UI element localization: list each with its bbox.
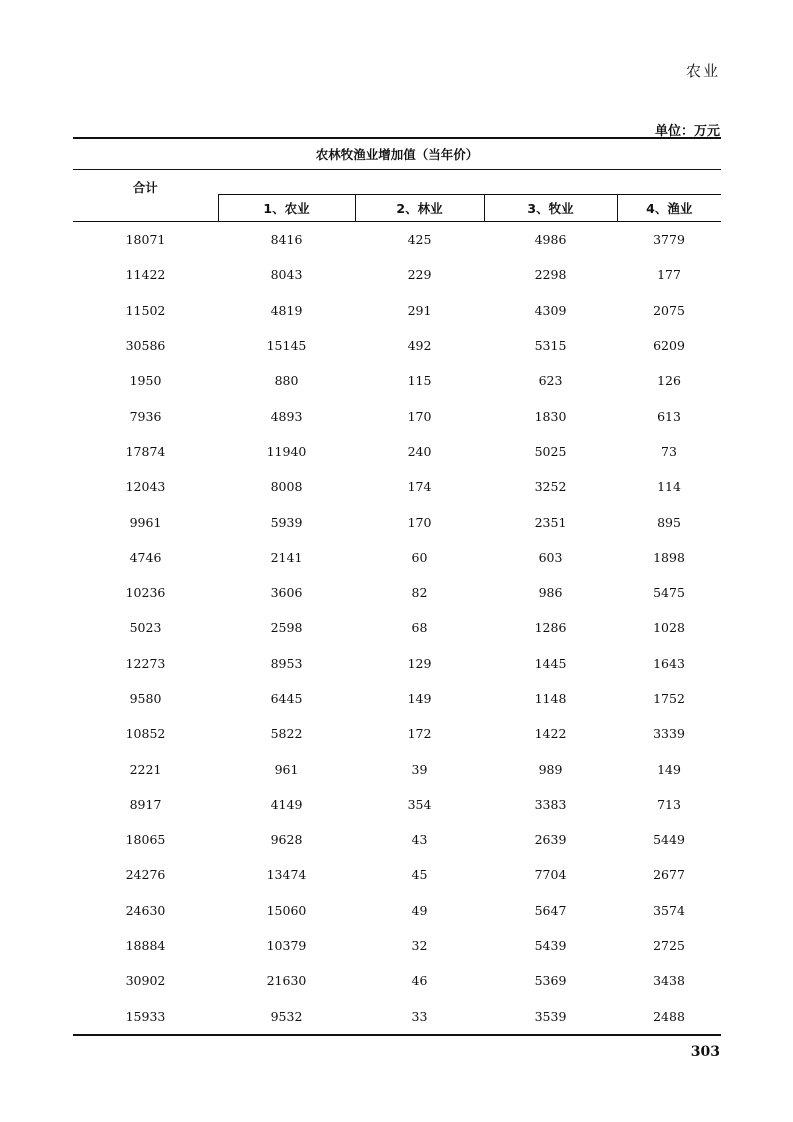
table-cell: 3539 <box>484 999 617 1035</box>
table-cell: 6209 <box>653 338 685 354</box>
table-row <box>73 857 721 892</box>
table-cell: 73 <box>661 443 677 459</box>
page-number: 303 <box>690 1044 720 1060</box>
table-cell: 30586 <box>125 338 166 354</box>
table-cell: 60 <box>411 549 428 565</box>
table-cell: 8043 <box>270 267 303 283</box>
table-cell: 21630 <box>266 973 307 989</box>
table-row <box>73 751 721 786</box>
table-cell: 5439 <box>534 938 567 954</box>
column-header-total: 合计 <box>73 170 218 222</box>
table-cell: 5939 <box>270 514 303 530</box>
table-cell: 623 <box>538 373 563 389</box>
table-cell: 4986 <box>534 232 567 248</box>
table-cell: 2677 <box>653 867 685 883</box>
table-cell: 3574 <box>653 902 685 918</box>
table-cell: 32 <box>411 938 428 954</box>
table-row <box>73 222 721 258</box>
table-cell: 1028 <box>653 620 685 636</box>
table-row <box>73 716 721 751</box>
table-cell: 8008 <box>270 479 303 495</box>
table-cell: 11502 <box>125 302 166 318</box>
table-cell: 229 <box>407 267 432 283</box>
table-row <box>73 469 721 504</box>
table-cell: 115 <box>407 373 432 389</box>
table-cell: 172 <box>407 726 432 742</box>
table-cell: 24276 <box>125 867 166 883</box>
table-cell: 18884 <box>125 938 166 954</box>
table-cell: 24630 <box>125 902 166 918</box>
column-header-forestry: 2、林业 <box>355 195 484 222</box>
table-cell: 4746 <box>129 549 162 565</box>
table-cell: 8416 <box>270 232 303 248</box>
data-table-container <box>73 137 721 1036</box>
table-cell: 880 <box>274 373 299 389</box>
table-cell: 5449 <box>653 832 685 848</box>
table-cell: 3606 <box>270 585 303 601</box>
table-cell: 986 <box>538 585 563 601</box>
table-cell: 895 <box>657 514 681 530</box>
unit-label: 单位：万元 <box>654 124 720 139</box>
table-row <box>73 681 721 716</box>
column-header-livestock: 3、牧业 <box>484 195 617 222</box>
table-cell: 4819 <box>270 302 303 318</box>
column-header-fishery: 4、渔业 <box>617 195 721 222</box>
table-cell: 149 <box>407 691 432 706</box>
table-cell: 5025 <box>534 443 567 459</box>
table-cell: 2598 <box>270 620 303 636</box>
table-cell: 114 <box>657 479 681 495</box>
table-row <box>73 610 721 645</box>
table-row <box>73 328 721 363</box>
table-cell: 5822 <box>270 726 303 742</box>
table-cell: 13474 <box>266 867 307 883</box>
table-row <box>73 999 721 1035</box>
table-cell: 33 <box>355 999 484 1035</box>
table-cell: 129 <box>407 655 432 671</box>
table-cell: 1445 <box>534 655 567 671</box>
table-row <box>73 646 721 681</box>
table-cell: 170 <box>407 514 432 530</box>
table-cell: 240 <box>407 443 432 459</box>
table-cell: 4149 <box>270 796 303 812</box>
table-cell: 10852 <box>125 726 166 742</box>
table-cell: 49 <box>411 902 428 918</box>
table-row <box>73 540 721 575</box>
table-cell: 9628 <box>270 832 303 848</box>
table-row <box>73 504 721 539</box>
table-row <box>73 363 721 398</box>
table-cell: 2298 <box>534 267 567 283</box>
table-cell: 11940 <box>266 443 307 459</box>
table-cell: 4893 <box>270 408 303 424</box>
table-row <box>73 822 721 857</box>
table-cell: 5647 <box>534 902 567 918</box>
table-cell: 15933 <box>73 999 218 1035</box>
table-cell: 30902 <box>125 973 166 989</box>
table-cell: 18065 <box>125 832 166 848</box>
table-cell: 82 <box>411 585 428 601</box>
table-cell: 2725 <box>653 938 685 954</box>
table-cell: 10236 <box>125 585 166 601</box>
table-cell: 9580 <box>129 691 162 706</box>
table-cell: 39 <box>411 761 428 777</box>
table-row <box>73 893 721 928</box>
table-cell: 2351 <box>534 514 567 530</box>
table-cell: 613 <box>657 408 681 424</box>
table-cell: 1950 <box>129 373 162 389</box>
table-cell: 8953 <box>270 655 303 671</box>
table-cell: 1830 <box>534 408 567 424</box>
table-cell: 1752 <box>653 691 685 706</box>
table-cell: 5369 <box>534 973 567 989</box>
table-cell: 961 <box>274 761 299 777</box>
table-cell: 5023 <box>129 620 162 636</box>
table-cell: 1643 <box>653 655 685 671</box>
table-cell: 10379 <box>266 938 307 954</box>
table-cell: 1286 <box>534 620 567 636</box>
table-cell: 149 <box>657 761 681 777</box>
table-cell: 12043 <box>125 479 166 495</box>
section-title: 农业 <box>685 62 720 80</box>
table-cell: 18071 <box>125 232 166 248</box>
table-cell: 15060 <box>266 902 307 918</box>
table-cell: 3383 <box>534 796 567 812</box>
table-cell: 1898 <box>653 549 685 565</box>
table-cell: 11422 <box>125 267 166 283</box>
table-cell: 9961 <box>129 514 162 530</box>
table-cell: 291 <box>407 302 432 318</box>
table-cell: 989 <box>538 761 563 777</box>
table-cell: 7704 <box>534 867 567 883</box>
table-cell: 3438 <box>653 973 685 989</box>
table-cell: 7936 <box>129 408 162 424</box>
table-row <box>73 434 721 469</box>
table-cell: 126 <box>657 373 681 389</box>
table-row <box>73 398 721 433</box>
table-cell: 8917 <box>129 796 162 812</box>
table-row <box>73 575 721 610</box>
table-cell: 1148 <box>534 691 567 706</box>
table-cell: 177 <box>657 267 681 283</box>
table-cell: 5315 <box>534 338 567 354</box>
table-cell: 46 <box>411 973 428 989</box>
table-cell: 9532 <box>218 999 355 1035</box>
table-row <box>73 928 721 963</box>
table-cell: 43 <box>411 832 428 848</box>
table-body <box>73 222 721 1035</box>
table-cell: 45 <box>411 867 428 883</box>
table-cell: 603 <box>538 549 563 565</box>
column-header-farming: 1、农业 <box>218 195 355 222</box>
table-cell: 1422 <box>534 726 567 742</box>
table-cell: 68 <box>411 620 428 636</box>
table-cell: 17874 <box>125 443 166 459</box>
table-cell: 4309 <box>534 302 567 318</box>
table-cell: 2488 <box>617 999 721 1035</box>
table-cell: 6445 <box>270 691 303 706</box>
table-cell: 2075 <box>653 302 685 318</box>
table-cell: 2639 <box>534 832 567 848</box>
table-cell: 713 <box>657 796 681 812</box>
agriculture-value-table <box>73 137 721 1036</box>
table-cell: 12273 <box>125 655 166 671</box>
table-cell: 170 <box>407 408 432 424</box>
table-cell: 3779 <box>653 232 685 248</box>
table-cell: 354 <box>407 796 432 812</box>
table-row <box>73 257 721 292</box>
table-row <box>73 293 721 328</box>
table-group-title: 农林牧渔业增加值（当年价） <box>73 138 721 170</box>
table-cell: 2141 <box>270 549 303 565</box>
table-cell: 5475 <box>653 585 685 601</box>
table-row <box>73 963 721 998</box>
table-cell: 2221 <box>129 761 162 777</box>
table-cell: 174 <box>407 479 432 495</box>
table-cell: 425 <box>407 232 432 248</box>
table-cell: 3252 <box>534 479 567 495</box>
table-cell: 492 <box>407 338 432 354</box>
table-cell: 3339 <box>653 726 685 742</box>
table-row <box>73 787 721 822</box>
table-cell: 15145 <box>266 338 307 354</box>
